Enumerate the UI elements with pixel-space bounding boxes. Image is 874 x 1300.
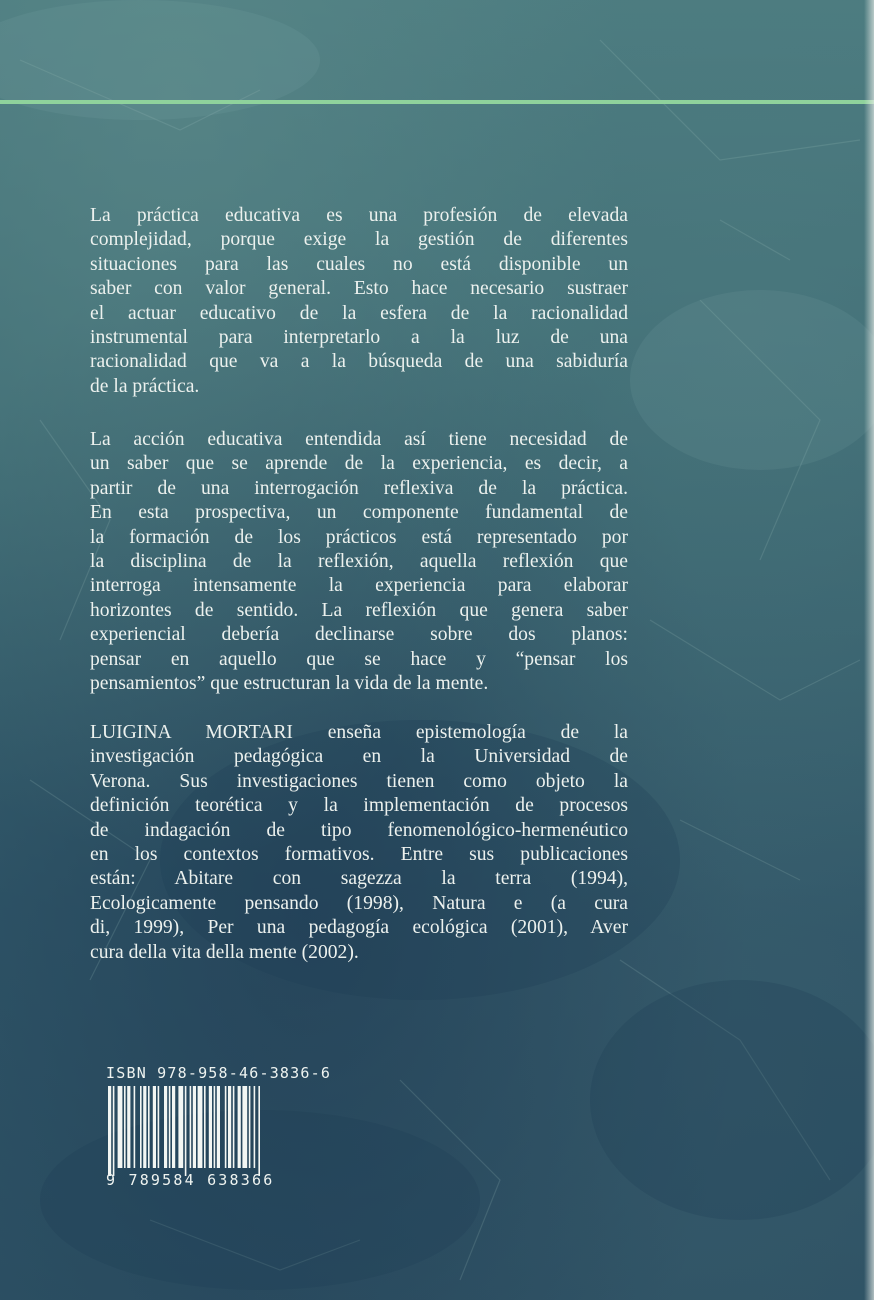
barcode-bar — [238, 1086, 241, 1168]
text-line: LUIGINA MORTARI enseña epistemología de la — [90, 722, 628, 743]
barcode-bar — [185, 1086, 187, 1176]
text-line: En esta prospectiva, un componente fundamental de — [90, 502, 628, 524]
barcode-bar — [242, 1086, 247, 1168]
barcode-bar — [118, 1086, 123, 1168]
barcode-digits: 9 789584 638366 — [106, 1171, 275, 1189]
text-line: La acción educativa entendida así tiene necesidad de — [90, 429, 628, 450]
barcode-bar — [127, 1086, 130, 1168]
barcode-bar — [233, 1086, 235, 1168]
text-line: La práctica educativa es una profesión de elevada — [90, 205, 628, 226]
text-line: Verona. Sus investigaciones tienen como objeto la — [90, 770, 628, 792]
barcode-bar — [204, 1086, 206, 1168]
barcode-icon — [106, 1086, 314, 1182]
barcode-bar — [214, 1086, 216, 1168]
text-line: complejidad, porque exige la gestión de diferentes — [90, 229, 628, 251]
green-accent-rule — [0, 100, 874, 104]
synopsis-paragraph-1 — [90, 204, 628, 399]
text-line: situaciones para las cuales no está disponible un — [90, 253, 628, 275]
text-line: pensar en aquello que se hace y “pensar los — [90, 648, 628, 670]
barcode-bar — [172, 1086, 175, 1168]
text-line: horizontes de sentido. La reflexión que genera saber — [90, 599, 628, 621]
barcode-bar — [124, 1086, 126, 1168]
barcode-bar — [148, 1086, 150, 1168]
barcode-bar — [169, 1086, 171, 1168]
text-line: Ecologicamente pensando (1998), Natura e (a cura — [90, 892, 628, 914]
barcode-bar — [249, 1086, 251, 1168]
text-line: di, 1999), Per una pedagogía ecológica (2001), Aver — [90, 917, 628, 939]
barcode-bar — [143, 1086, 146, 1168]
isbn-label: ISBN 978-958-46-3836-6 — [106, 1064, 332, 1082]
barcode-bar — [178, 1086, 183, 1168]
barcode-bar — [228, 1086, 231, 1168]
page-edge — [864, 0, 874, 1300]
text-line: definición teorética y la implementación de procesos — [90, 795, 628, 817]
text-line: están: Abitare con sagezza la terra (1994), — [90, 868, 628, 890]
text-line: en los contextos formativos. Entre sus publicaciones — [90, 844, 628, 866]
barcode-bar — [164, 1086, 167, 1168]
text-line: cura della vita della mente (2002). — [90, 941, 359, 963]
text-line: de la práctica. — [90, 375, 200, 397]
text-line: partir de una interrogación reflexiva de la práctica. — [90, 477, 628, 499]
text-line: el actuar educativo de la esfera de la racionalidad — [90, 302, 628, 324]
text-line: de indagación de tipo fenomenológico-hermenéutico — [90, 819, 628, 841]
barcode-bar — [190, 1086, 192, 1168]
barcode-bar — [158, 1086, 160, 1168]
barcode-bar — [134, 1086, 136, 1168]
synopsis-paragraph-2 — [90, 428, 628, 696]
text-line: instrumental para interpretarlo a la luz de una — [90, 327, 628, 349]
barcode-bar — [108, 1086, 111, 1176]
text-line: pensamientos” que estructuran la vida de la mente. — [90, 673, 489, 695]
text-line: un saber que se aprende de la experiencia, es decir, a — [90, 453, 628, 475]
text-line: interroga intensamente la experiencia para elaborar — [90, 575, 628, 597]
barcode-bar — [209, 1086, 212, 1168]
barcode-bar — [258, 1086, 260, 1176]
barcode-bar — [140, 1086, 142, 1168]
barcode-bar — [217, 1086, 220, 1168]
text-line: saber con valor general. Esto hace necesario sustraer — [90, 278, 628, 300]
author-bio-paragraph — [90, 721, 628, 965]
text-line: investigación pedagógica en la Universidad de — [90, 746, 628, 768]
barcode-bar — [153, 1086, 156, 1168]
text-line: la formación de los prácticos está representado por — [90, 526, 628, 548]
text-line: la disciplina de la reflexión, aquella reflexión que — [90, 551, 628, 573]
barcode-bar — [198, 1086, 203, 1168]
barcode-bar — [193, 1086, 196, 1168]
text-line: racionalidad que va a la búsqueda de una sabiduría — [90, 351, 628, 373]
isbn-block — [106, 1064, 332, 1196]
text-line: experiencial debería declinarse sobre dos planos: — [90, 624, 628, 646]
barcode-bar — [254, 1086, 256, 1168]
barcode-bar — [225, 1086, 227, 1168]
barcode-bar — [113, 1086, 115, 1176]
